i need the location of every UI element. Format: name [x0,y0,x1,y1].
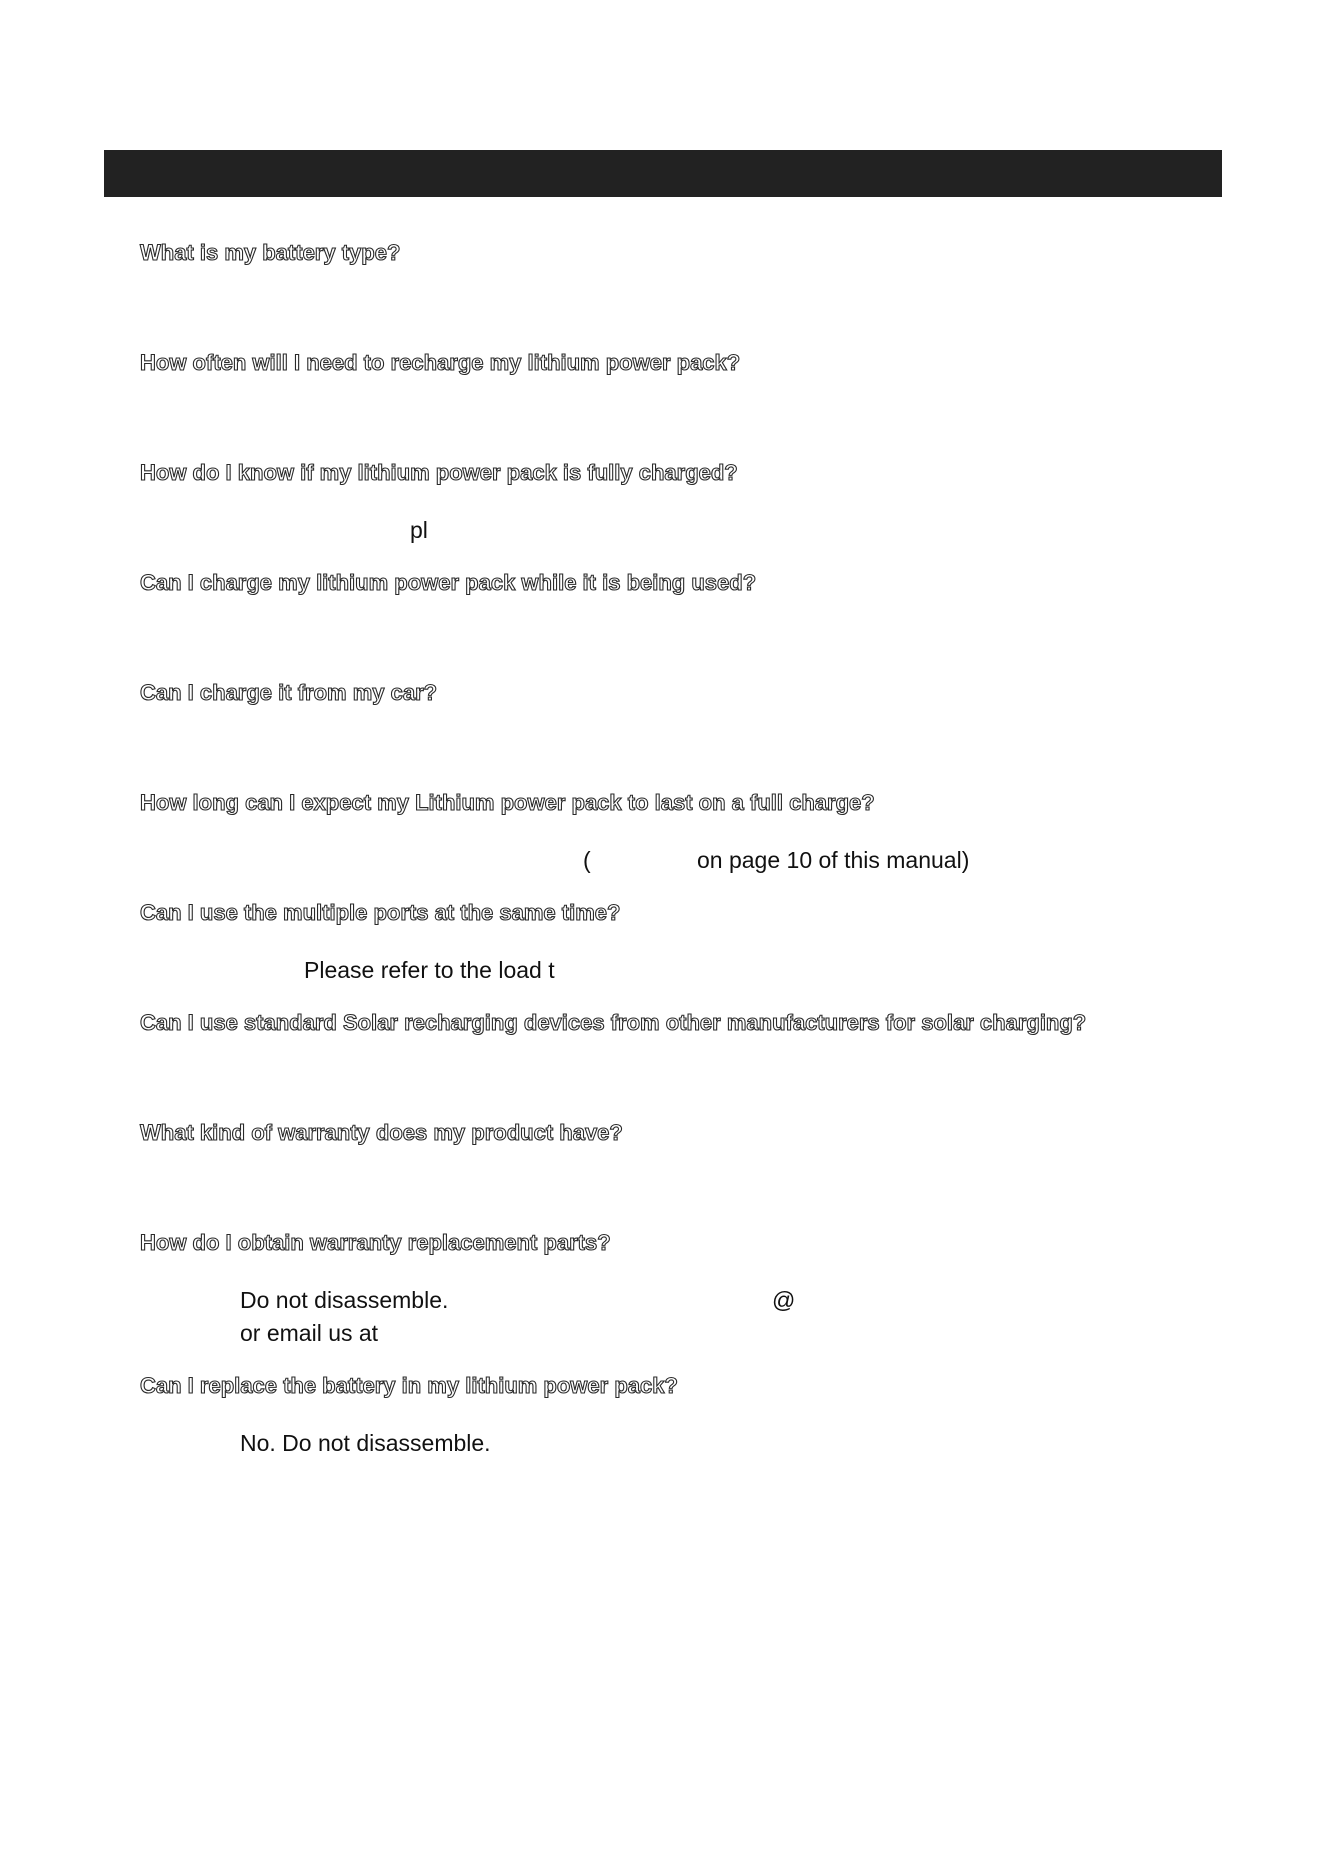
faq-question: How do I know if my lithium power pack is fully charged? [140,460,738,485]
faq-list [140,239,1260,1482]
faq-question: Can I charge my lithium power pack while it is being used? [140,570,757,595]
faq-answer-at-symbol: @ [772,1287,796,1313]
faq-item-battery-type [140,239,1260,349]
faq-answer-page-ref: on page 10 of this manual) [697,847,970,873]
faq-answer: pl [410,517,428,543]
faq-answer-line2: or email us at [240,1320,379,1346]
faq-question: Can I replace the battery in my lithium power pack? [140,1373,678,1398]
faq-answer-line1: Do not disassemble. [240,1287,449,1313]
faq-item-fully-charged [140,459,1260,569]
faq-question: Can I use the multiple ports at the same time? [140,900,621,925]
faq-question: How do I obtain warranty replacement parts? [140,1230,611,1255]
faq-item-charge-from-car [140,679,1260,789]
faq-item-replace-battery [140,1372,1260,1482]
faq-item-solar-devices [140,1009,1260,1119]
faq-answer: No. Do not disassemble. [240,1430,491,1456]
faq-question: How long can I expect my Lithium power pack to last on a full charge? [140,790,875,815]
faq-item-warranty-type [140,1119,1260,1229]
faq-answer-paren: ( [583,847,591,873]
faq-question: What kind of warranty does my product have? [140,1120,623,1145]
faq-question: Can I use standard Solar recharging devices from other manufacturers for solar charging? [140,1010,1087,1035]
faq-item-warranty-parts [140,1229,1260,1372]
section-header-bar [104,150,1222,197]
faq-question: How often will I need to recharge my lithium power pack? [140,350,741,375]
faq-item-full-charge-duration [140,789,1260,899]
faq-answer: Please refer to the load t [304,957,555,983]
faq-question: What is my battery type? [140,240,401,265]
faq-question: Can I charge it from my car? [140,680,438,705]
faq-item-multiple-ports [140,899,1260,1009]
faq-item-recharge-frequency [140,349,1260,459]
faq-item-charge-while-used [140,569,1260,679]
